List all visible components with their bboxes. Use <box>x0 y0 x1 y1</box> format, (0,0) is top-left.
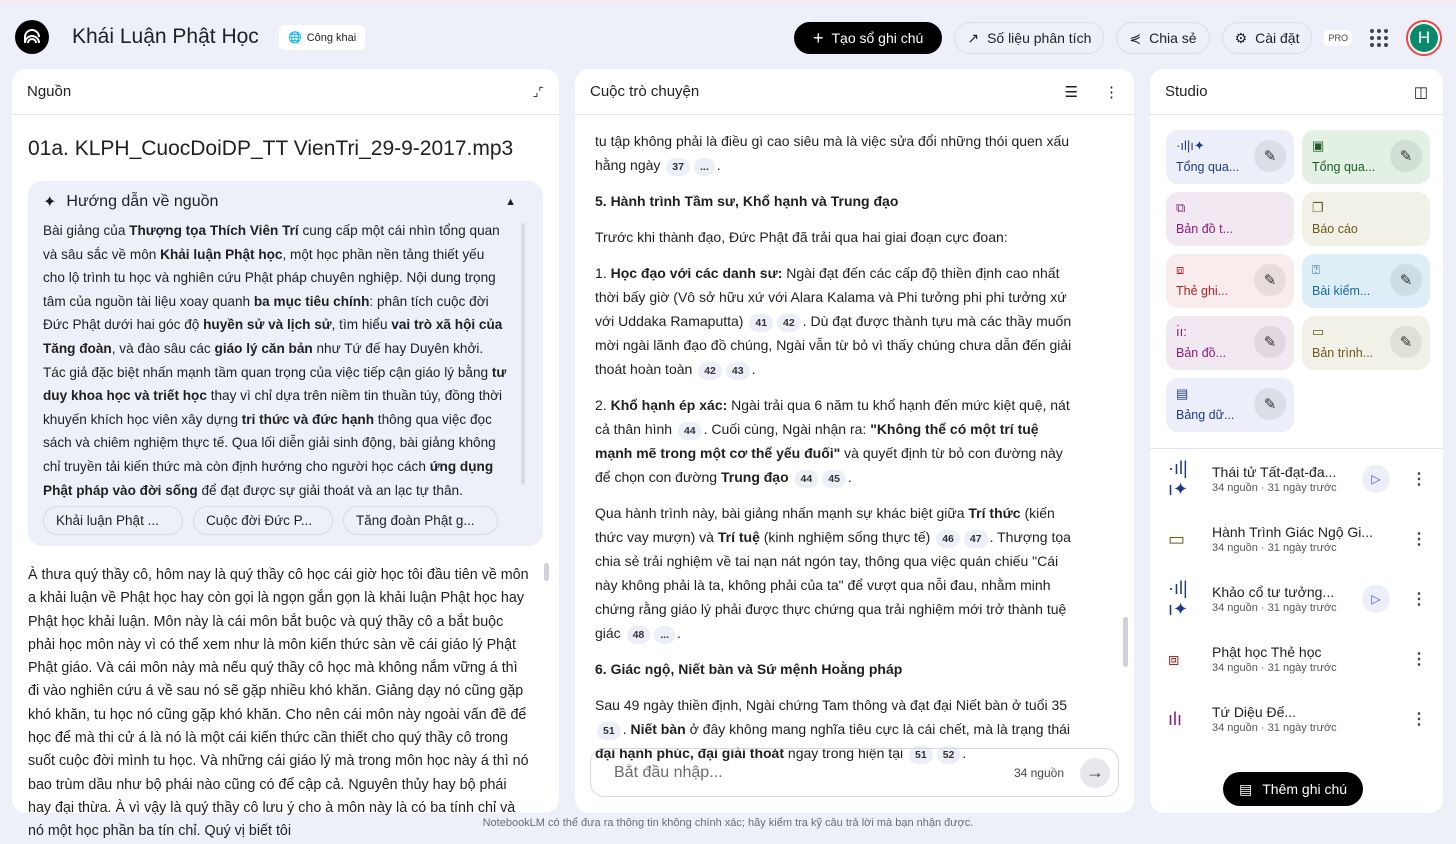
tile-label: Thẻ ghi... <box>1176 284 1229 298</box>
more-vert-icon[interactable]: ⋮ <box>1411 711 1427 728</box>
text: để đạt được sự giải thoát và an lạc tự thân. <box>197 482 463 498</box>
more-vert-icon[interactable]: ⋮ <box>1411 531 1427 548</box>
studio-output-item[interactable] <box>1168 569 1443 629</box>
globe-icon: 🌐 <box>288 32 302 44</box>
topic-chip[interactable]: Cuộc đời Đức P... <box>193 506 333 535</box>
bold-text: tri thức và đức hạnh <box>241 411 375 427</box>
note-icon: ▤ <box>1239 780 1253 797</box>
bold-text: giáo lý căn bản <box>214 340 313 356</box>
bold-text: ứng dụng Phật pháp vào đời sống <box>43 458 494 498</box>
bold-text: 5. Hành trình Tầm sư, Khổ hạnh và Trung đạo <box>595 193 899 209</box>
audio-icon: ·ıl|ı✦ <box>1168 578 1189 619</box>
chat-paragraph <box>595 657 1075 681</box>
studio-output-item[interactable] <box>1168 629 1443 689</box>
studio-tile[interactable] <box>1302 316 1430 370</box>
slide-deck-icon: ▭ <box>1312 324 1325 339</box>
chat-paragraph <box>595 225 1075 249</box>
tile-label: Tổng qua... <box>1176 160 1240 174</box>
citation-chip[interactable]: 52 <box>937 746 961 764</box>
text: . <box>962 745 967 761</box>
text: . <box>751 361 756 377</box>
bold-text: Niết bàn <box>630 721 686 737</box>
chat-input[interactable] <box>614 764 1014 782</box>
studio-tile[interactable] <box>1302 254 1430 308</box>
bold-text: vai trò xã hội của Tăng đoàn <box>43 317 503 356</box>
text: . <box>677 625 681 641</box>
chat-paragraph <box>595 261 1075 381</box>
collapse-icon[interactable]: ⌟⌜ <box>532 84 544 99</box>
tile-label: Bản đồ... <box>1176 346 1227 360</box>
text: . <box>716 157 721 173</box>
add-note-button[interactable] <box>1223 772 1363 806</box>
bold-text: Trí tuệ <box>717 529 760 545</box>
scrollbar[interactable] <box>521 223 525 485</box>
report-icon: ❐ <box>1312 200 1324 215</box>
text: (kinh nghiệm sống thực tế) <box>759 529 935 545</box>
studio-tile[interactable] <box>1302 130 1430 184</box>
chat-paragraph <box>595 189 1075 213</box>
studio-tile[interactable] <box>1166 192 1294 246</box>
citation-chip[interactable]: 42 <box>698 362 722 380</box>
citation-chip[interactable]: 47 <box>964 530 988 548</box>
chat-panel <box>575 69 1134 813</box>
tile-label: Bài kiểm... <box>1312 284 1371 298</box>
bold-text: tư duy khoa học và triết học <box>43 364 507 404</box>
citation-chip[interactable]: 46 <box>936 530 960 548</box>
visibility-badge[interactable] <box>279 25 365 50</box>
tile-label: Bảng dữ... <box>1176 408 1235 422</box>
source-file-name: 01a. KLPH_CuocDoiDP_TT VienTri_29-9-2017.mp3 <box>28 137 514 160</box>
text: thay vì chỉ dựa trên niềm tin thuần túy, đồng thời khuyến khích học viên xây dựng <box>43 388 503 427</box>
item-meta: 34 nguồn · 31 ngày trước <box>1212 662 1337 674</box>
text: ở đây không mang nghĩa tiêu cực là cái chết, mà là trạng thái <box>685 721 1071 737</box>
settings-label: Cài đặt <box>1255 30 1300 46</box>
studio-tile[interactable] <box>1166 378 1294 432</box>
text: . Cuối cùng, Ngài nhận ra: <box>703 421 871 437</box>
quiz-icon: ⍰ <box>1312 262 1320 277</box>
item-title: Khảo cổ tư tưởng... <box>1212 584 1335 600</box>
panel-title: Studio <box>1165 83 1208 100</box>
analytics-button[interactable] <box>954 22 1104 54</box>
text: thông qua việc đọc sách và chiêm nghiệm thực tế. Qua lối diễn giải sinh động, bài giảng không chỉ truyền tải kiến thức mà còn định hướng cho người học cách <box>43 411 496 474</box>
tile-label: Tổng qua... <box>1312 160 1376 174</box>
text: : phân tích cuộc đời Đức Phật dưới hai góc độ <box>43 293 489 333</box>
header <box>0 0 1456 69</box>
text: Ngài đạt đến các cấp độ thiền định cao nhất thời bấy giờ (Vô sở hữu xứ với Alara Kalama và Phi tưởng phi phi tưởng xứ với Uddaka Ramaputta) <box>595 265 1067 329</box>
toggle-panel-icon[interactable]: ◫ <box>1413 83 1428 101</box>
text: Qua hành trình này, bài giảng nhấn mạnh sự khác biệt giữa <box>595 505 969 521</box>
pencil-icon[interactable]: ✎ <box>1254 326 1286 358</box>
text: ngay trong hiện tại <box>784 745 907 761</box>
share-icon: ⋞ <box>1129 29 1142 46</box>
bold-text: Khổ hạnh ép xác: <box>610 397 728 413</box>
apps-grid-icon[interactable] <box>1370 29 1388 47</box>
text: , và đào sâu các <box>111 340 215 356</box>
tile-label: Bản đồ t... <box>1176 222 1233 236</box>
audio-overview-icon: ·ıl|ı✦ <box>1176 138 1205 153</box>
citation-chip[interactable]: 51 <box>597 722 621 740</box>
more-vert-icon[interactable]: ⋮ <box>1411 471 1427 488</box>
pro-badge: PRO <box>1324 30 1352 46</box>
slide-deck-icon: ▭ <box>1168 528 1186 549</box>
bold-text: Trung đạo <box>720 469 789 485</box>
text: và quyết định từ bỏ con đường này để chọn con đường <box>595 445 1063 485</box>
text: . Dù đạt được thành tựu mà các thầy muốn mời ngài lãnh đạo đồ chúng, Ngài vẫn từ bỏ vì thấy chúng chưa dẫn đến giải thoát hoàn toàn <box>595 313 1072 377</box>
avatar-letter: H <box>1410 24 1438 52</box>
trending-up-icon: ↗ <box>967 29 980 46</box>
bold-text: huyền sử và lịch sử <box>203 317 332 333</box>
item-title: Hành Trình Giác Ngộ Gi... <box>1212 524 1374 540</box>
bold-text: Trí thức <box>968 505 1021 521</box>
panel-title: Cuộc trò chuyện <box>590 83 700 100</box>
text: (kiến thức vay mượn) và <box>595 505 1055 545</box>
studio-output-item[interactable] <box>1168 449 1443 509</box>
play-icon[interactable]: ▷ <box>1362 585 1390 613</box>
citation-chip[interactable]: 44 <box>795 470 819 488</box>
notebooklm-logo-icon[interactable] <box>15 20 49 54</box>
collapse-caret-icon[interactable]: ▲ <box>505 196 516 208</box>
bold-text: "Không thể có một trí tuệ mạnh mẽ trong một cơ thể yếu đuối" <box>595 421 1039 461</box>
bold-text: Khải luận Phật học <box>160 246 283 262</box>
studio-output-item[interactable] <box>1168 509 1443 569</box>
avatar[interactable] <box>1406 20 1442 56</box>
studio-tile[interactable] <box>1302 192 1430 246</box>
analytics-label: Số liệu phân tích <box>987 30 1092 46</box>
send-arrow-icon[interactable]: → <box>1080 758 1110 788</box>
item-title: Thái tử Tất-đạt-đa... <box>1212 464 1337 480</box>
more-vert-icon[interactable]: ⋮ <box>1411 651 1427 668</box>
item-title: Tứ Diệu Đế... <box>1212 704 1297 720</box>
citation-chip[interactable]: 43 <box>726 362 750 380</box>
item-meta: 34 nguồn · 31 ngày trước <box>1212 542 1337 554</box>
chat-input-box <box>590 748 1119 797</box>
item-meta: 34 nguồn · 31 ngày trước <box>1212 722 1337 734</box>
infographic-icon: ı̇ı: <box>1176 324 1187 339</box>
studio-panel <box>1150 69 1443 813</box>
bold-text: Thượng tọa Thích Viên Trí <box>129 223 299 238</box>
pencil-icon[interactable]: ✎ <box>1390 326 1422 358</box>
citation-chip[interactable]: 41 <box>749 314 773 332</box>
citation-chip[interactable]: ... <box>694 158 715 176</box>
bold-text: 6. Giác ngộ, Niết bàn và Sứ mệnh Hoằng pháp <box>595 661 903 677</box>
citation-chip[interactable]: 42 <box>777 314 801 332</box>
flashcards-icon: ⧈ <box>1176 262 1185 277</box>
data-table-icon: ▤ <box>1176 386 1189 401</box>
share-button[interactable] <box>1116 22 1209 54</box>
text: . Thượng tọa chia sẻ trải nghiệm về tai nạn nát ngón tay, thông qua việc quán chiếu "Cái này không phải là ta, không phải của ta" để vượt qua nỗi đau, nhằm minh chứng rằng giáo lý phải được thực chứng qua trải nghiệm mới trở thành tuệ giác <box>595 529 1071 641</box>
text: , một học phần nền tảng thiết yếu cho lộ trình tu học và nghiên cứu Phật pháp chuyên nghiệp. Nội dung trọng tâm của nguồn tài liệu xoay quanh <box>43 246 496 309</box>
citation-chip[interactable]: ... <box>654 626 675 644</box>
source-count: 34 nguồn <box>1013 765 1064 780</box>
text: như Tứ đế hay Duyên khởi. Tác giả đặc biệt nhấn mạnh tầm quan trọng của việc tiếp cận giáo lý bằng <box>43 340 492 380</box>
header-actions <box>794 20 1442 56</box>
text: . <box>847 469 852 485</box>
tune-icon[interactable]: ☰ <box>1064 83 1078 101</box>
text: Sau 49 ngày thiền định, Ngài chứng Tam thông và đạt đại Niết bàn ở tuổi 35 <box>595 697 1068 713</box>
studio-tile[interactable] <box>1166 254 1294 308</box>
chat-response <box>595 129 1075 761</box>
text <box>789 469 793 485</box>
citation-chip[interactable]: 45 <box>822 470 846 488</box>
pencil-icon[interactable]: ✎ <box>1390 140 1422 172</box>
text: cung cấp một cái nhìn tổng quan và sâu sắc về môn <box>43 223 500 262</box>
share-label: Chia sẻ <box>1149 30 1197 46</box>
settings-button[interactable] <box>1222 22 1313 54</box>
more-vert-icon[interactable]: ⋮ <box>1104 83 1119 101</box>
tile-label: Báo cáo <box>1312 222 1358 236</box>
citation-chip[interactable]: 44 <box>678 422 702 440</box>
text: 1. <box>595 265 611 281</box>
flashcards-icon: ⧈ <box>1168 648 1180 669</box>
gear-icon: ⚙ <box>1234 29 1248 46</box>
create-notebook-button[interactable] <box>794 22 942 54</box>
topic-chip[interactable]: Tăng đoàn Phật g... <box>343 506 498 535</box>
disclaimer: NotebookLM có thể đưa ra thông tin không chính xác; hãy kiểm tra kỹ câu trả lời mà bạn nhận được. <box>482 817 974 829</box>
item-meta: 34 nguồn · 31 ngày trước <box>1212 482 1337 494</box>
guide-title: Hướng dẫn về nguồn <box>66 193 219 210</box>
more-vert-icon[interactable]: ⋮ <box>1411 591 1427 608</box>
create-notebook-label: Tạo sổ ghi chú <box>831 30 924 46</box>
plus-icon: + <box>812 27 824 48</box>
scrollbar[interactable] <box>1123 617 1128 667</box>
text: 2. <box>595 397 611 413</box>
text: Ngài trải qua 6 năm tu khổ hạnh đến mức kiệt quệ, nát cả thân hình <box>595 397 1070 437</box>
sparkle-icon: ✦ <box>43 194 57 211</box>
bold-text: Học đạo với các danh sư: <box>610 265 783 281</box>
bold-text: đại hạnh phúc, đại giải thoát <box>595 745 785 761</box>
chat-paragraph <box>595 129 1075 177</box>
infographic-icon: ılı <box>1168 708 1183 729</box>
item-title: Phật học Thẻ học <box>1212 644 1322 660</box>
studio-tile[interactable] <box>1166 316 1294 370</box>
pencil-icon[interactable]: ✎ <box>1254 140 1286 172</box>
text: , tìm hiểu <box>331 317 392 333</box>
add-note-label: Thêm ghi chú <box>1262 781 1348 797</box>
scrollbar[interactable] <box>544 563 549 581</box>
text: tu tập không phải là điều gì cao siêu mà là việc sửa đổi những thói quen xấu hằng ngày <box>595 133 1070 173</box>
source-transcript: À thưa quý thầy cô, hôm nay là quý thầy cô học cái giờ học tôi đầu tiên về môn a khải luận về Phật học hay còn gọi là ngọn gắn gọn là khải luận Phật học hay Phật học khải luận. Môn này là cái môn bắt buộc và quý thầy cô a bắt buộc phải học môn này vì có thể xem như là môn kiến thức sàn về cái giáo lý Phật Phật giáo. Và cái môn này mà nếu quý thầy cô học mà không nắm vững á thì đi vào nghiên cứu á về sau nó sẽ gặp nhiều khó khăn. Giảng dạy nó cũng gặp khó khăn, tu học nó cũng gặp khó khăn. Cho nên cái môn này ngoài vấn đề để học để mà thi cử á là nó là một cái kiến thức cần thiết cho quý thầy cô trong suốt cuộc đời mình tu học. Và những cái giáo lý mà trong môn học này á thì nó bao trùm dầu như bộ phái nào cũng có để cập cả. Nguyên thủy hay bộ phái hay đại thừa. À vì vậy là quý thầy cô lưu ý cho à môn này là có ba tính chỉ và nó một học phần ba tín chỉ. Quý vị biết tôi <box>28 567 529 840</box>
notebook-title[interactable]: Khái Luận Phật Học <box>72 25 259 48</box>
play-icon[interactable]: ▷ <box>1362 465 1390 493</box>
text: Trước khi thành đạo, Đức Phật đã trải qua hai giai đoạn cực đoan: <box>595 229 1008 245</box>
topic-chip[interactable]: Khải luận Phật ... <box>43 506 183 535</box>
sources-panel <box>12 69 559 840</box>
pencil-icon[interactable]: ✎ <box>1254 264 1286 296</box>
chat-paragraph <box>595 393 1075 489</box>
source-guide <box>28 181 543 546</box>
pencil-icon[interactable]: ✎ <box>1390 264 1422 296</box>
guide-summary <box>43 219 528 502</box>
bold-text: ba mục tiêu chính <box>253 293 370 309</box>
pencil-icon[interactable]: ✎ <box>1254 388 1286 420</box>
visibility-label: Công khai <box>306 31 357 44</box>
studio-tile[interactable] <box>1166 130 1294 184</box>
mind-map-icon: ⧉ <box>1176 200 1186 215</box>
text: Bài giảng của <box>43 223 130 238</box>
citation-chip[interactable]: 48 <box>627 626 651 644</box>
audio-icon: ·ıl|ı✦ <box>1168 458 1189 499</box>
studio-output-item[interactable] <box>1168 689 1443 749</box>
chat-paragraph <box>595 501 1075 645</box>
citation-chip[interactable]: 51 <box>909 746 933 764</box>
video-overview-icon: ▣ <box>1312 138 1325 153</box>
item-meta: 34 nguồn · 31 ngày trước <box>1212 602 1337 614</box>
panel-title: Nguồn <box>27 83 72 100</box>
text: . <box>622 721 631 737</box>
citation-chip[interactable]: 37 <box>666 158 690 176</box>
tile-label: Bản trình... <box>1312 346 1374 360</box>
